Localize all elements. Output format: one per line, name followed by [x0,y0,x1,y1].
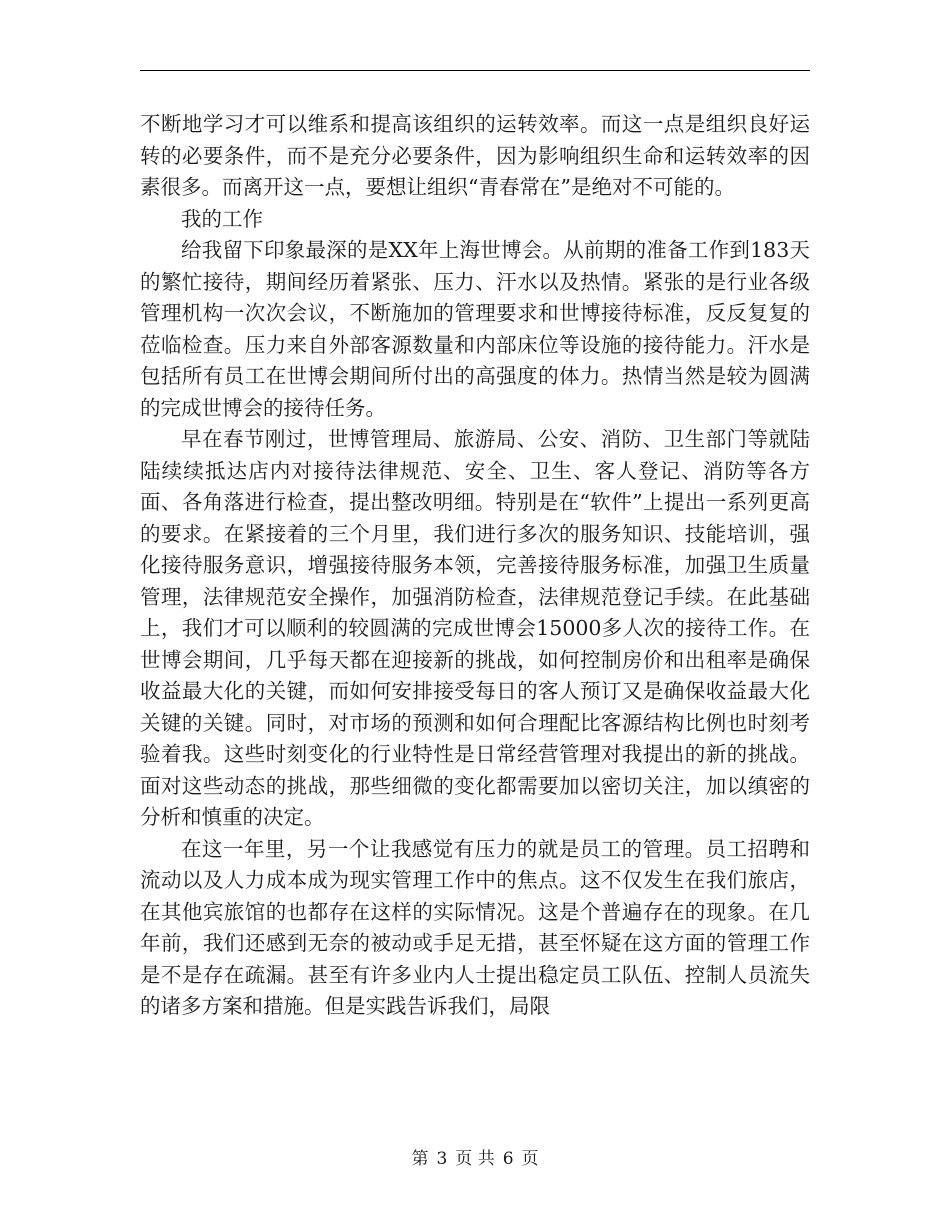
total-pages-number: 6 [502,1149,514,1169]
paragraph: 早在春节刚过，世博管理局、旅游局、公安、消防、卫生部门等就陆陆续续抵达店内对接待法律规范、安全、卫生、客人登记、消防等各方面、各角落进行检查，提出整改明细。特别是在“软件”上提出一系列更高的要求。在紧接着的三个月里，我们进行多次的服务知识、技能培训，强化接待服务意识，增强接待服务本领，完善接待服务标准，加强卫生质量管理，法律规范安全操作，加强消防检查，法律规范登记手续。在此基础上，我们才可以顺利的较圆满的完成世博会15000多人次的接待工作。在世博会期间，几乎每天都在迎接新的挑战，如何控制房价和出租率是确保收益最大化的关键，而如何安排接受每日的客人预订又是确保收益最大化关键的关键。同时，对市场的预测和如何合理配比客源结构比例也时刻考验着我。这些时刻变化的行业特性是日常经营管理对我提出的新的挑战。面对这些动态的挑战，那些细微的变化都需要加以密切关注，加以缜密的分析和慎重的决定。 [140,427,810,829]
paragraph: 不断地学习才可以维系和提高该组织的运转效率。而这一点是组织良好运转的必要条件，而不是充分必要条件，因为影响组织生命和运转效率的因素很多。而离开这一点，要想让组织“青春常在”是绝对不可能的。 [140,112,810,199]
paragraph: 给我留下印象最深的是XX年上海世博会。从前期的准备工作到183天的繁忙接待，期间经历着紧张、压力、汗水以及热情。紧张的是行业各级管理机构一次次会议，不断施加的管理要求和世博接待标准，反反复复的莅临检查。压力来自外部客源数量和内部床位等设施的接待能力。汗水是包括所有员工在世博会期间所付出的高强度的体力。热情当然是较为圆满的完成世博会的接待任务。 [140,238,810,420]
paragraph: 在这一年里，另一个让我感觉有压力的就是员工的管理。员工招聘和流动以及人力成本成为现实管理工作中的焦点。这不仅发生在我们旅店，在其他宾旅馆的也都存在这样的实际情况。这是个普遍存在的现象。在几年前，我们还感到无奈的被动或手足无措，甚至怀疑在这方面的管理工作是不是存在疏漏。甚至有许多业内人士提出稳定员工队伍、控制人员流失的诸多方案和措施。但是实践告诉我们，局限 [140,836,810,1018]
header-rule [140,70,810,71]
page-label-mid: 页 共 [455,1149,495,1169]
page-label-prefix: 第 [411,1149,429,1169]
section-heading: 我的工作 [181,206,263,231]
document-body [140,109,810,1023]
page-label-suffix: 页 [521,1149,539,1169]
page-footer [0,1148,950,1170]
current-page-number: 3 [436,1149,448,1169]
